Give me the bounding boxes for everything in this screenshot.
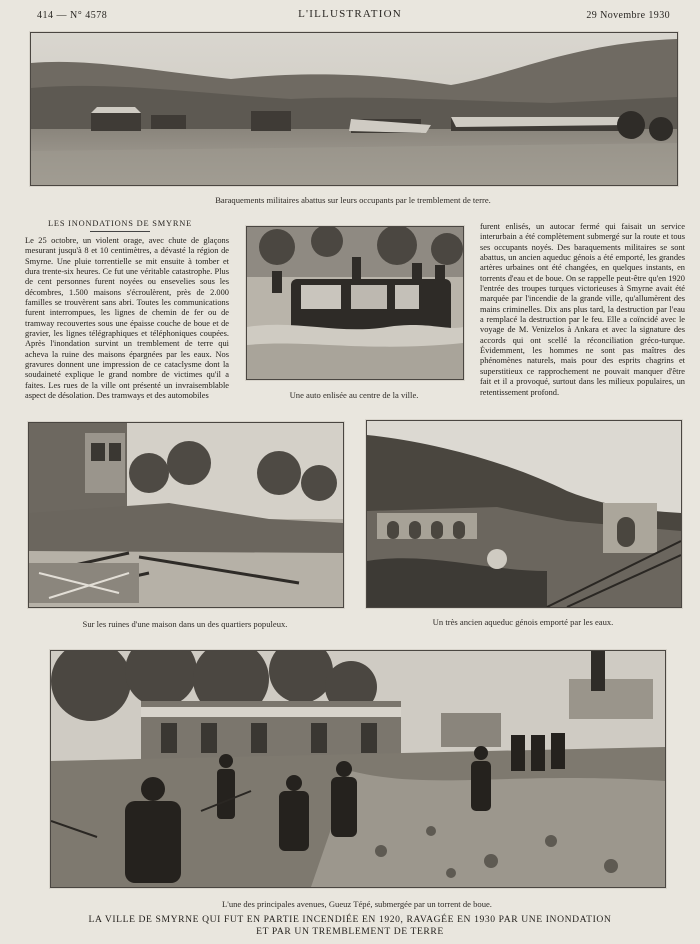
issue-date: 29 Novembre 1930 <box>586 10 670 21</box>
article-title <box>40 219 200 232</box>
barracks-caption: Baraquements militaires abattus sur leurs occupants par le tremblement de terre. <box>215 195 491 205</box>
main-title-line1: LA VILLE DE SMYRNE QUI FUT EN PARTIE INCENDIÉE EN 1920, RAVAGÉE EN 1930 PAR UNE INONDATION <box>88 914 612 925</box>
page-header <box>0 8 700 24</box>
title-rule <box>90 231 150 232</box>
journal-title: L'ILLUSTRATION <box>298 8 402 20</box>
page-number: 414 — N° 4578 <box>37 10 108 21</box>
article-title-text: LES INONDATIONS DE SMYRNE <box>48 219 192 228</box>
article-left-column: Le 25 octobre, un violent orage, avec chute de glaçons mesurant jusqu'à 8 et 10 centimètres, a dévasté la région de Smyrne. Une pluie torrentielle se mit ensuite à tomber et dura trente-six heures. Ce fut une véritable catastrophe. Plus de cent personnes furent noyées ou ensevelies sous les décombres, 1.500 maisons s'écroulèrent, près de 2.000 familles se trouvèrent sans abri. Toutes les communications furent interrompues, les lignes de chemin de fer ou de tramway recouvertes sous une épaisse couche de boue et de gravier, les lignes télégraphiques et téléphoniques coupées. Après l'inondation survint un tremblement de terre qui acheva la ruine des maisons épargnées par les eaux. Nos gravures donnent une impression de ce cataclysme dont la soudaineté explique le grand nombre de victimes qu'il a faites. Les rues de la ville ont présenté un invraisemblable aspect de désolation. Des tramways et des automobiles <box>25 236 229 401</box>
avenue-photo <box>50 650 666 888</box>
aqueduct-caption: Un très ancien aqueduc génois emporté par les eaux. <box>432 617 614 627</box>
ruins-photo <box>28 422 344 608</box>
main-title-line2: ET PAR UN TREMBLEMENT DE TERRE <box>256 926 444 937</box>
page-main-title <box>0 914 700 938</box>
ruins-caption: Sur les ruines d'une maison dans un des quartiers populeux. <box>82 619 288 629</box>
barracks-photo <box>30 32 678 186</box>
avenue-caption: L'une des principales avenues, Gueuz Tépé, submergée par un torrent de boue. <box>222 899 492 909</box>
aqueduct-photo <box>366 420 682 608</box>
article-right-column: furent enlisés, un autocar fermé qui faisait un service interurbain a été complètement submergé sur la route et tous ses occupants noyés. Des baraquements militaires se sont abattus, un ancien aqueduc génois a été emporté, les grandes artères urbaines ont été changées, en quelques instants, en torrents d'eau et de boue. On se rappelle peut-être qu'en 1920 l'entrée des troupes turques victorieuses à Smyrne avait été marquée par l'incendie de la grande ville, qu'allumèrent des mains criminelles. Dix ans plus tard, la destruction par l'eau a remplacé la destruction par le feu. Elle a coïncidé avec le voyage de M. Venizelos à Ankara et avec la signature des accords qui ont scellé la réconciliation gréco-turque. Évidemment, les hommes ne sont pas maîtres des phénomènes naturels, mais pour des esprits chagrins et superstitieux ce rapprochement ne pouvait manquer d'être fait et il a provoqué, surtout dans les milieux populaires, un retentissement profond. <box>480 222 685 397</box>
car-photo <box>246 226 464 380</box>
car-caption: Une auto enlisée au centre de la ville. <box>289 390 419 400</box>
